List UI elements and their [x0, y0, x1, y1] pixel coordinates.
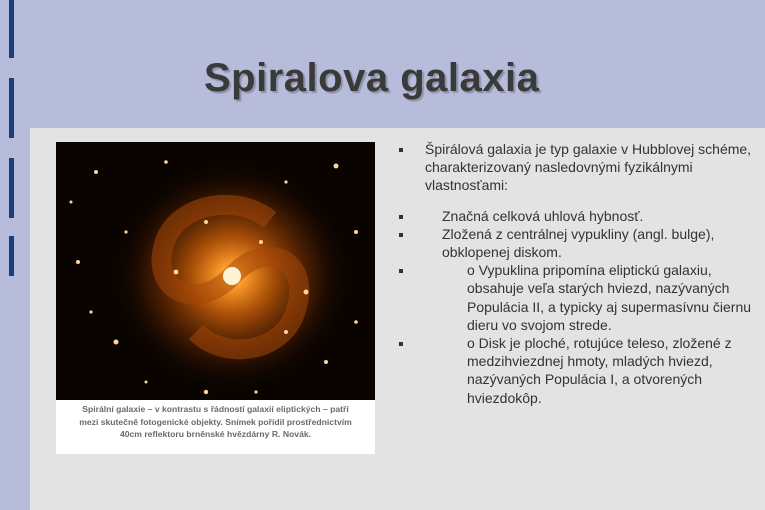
caption-line: 40cm reflektoru brněnské hvězdárny R. Novák. [119, 429, 312, 439]
photo-caption [56, 400, 375, 454]
decorative-bar [9, 158, 14, 218]
bullet-item: Zložená z centrálnej vypukliny (angl. bulge), obklopenej diskom. [395, 225, 765, 261]
bullet-list [395, 140, 765, 407]
decorative-bar [9, 78, 14, 138]
bullet-item: Špirálová galaxia je typ galaxie v Hubblovej schéme, charakterizovaný nasledovnými fyzikálnymi vlastnosťami: [395, 140, 765, 195]
bullet-item: Značná celková uhlová hybnosť. [395, 207, 765, 225]
caption-line: Spirální galaxie – v kontrastu s řádností galaxií eliptických – patří [82, 404, 349, 414]
caption-line: mezi skutečně fotogenické objekty. Snímek pořídil prostřednictvím [79, 416, 352, 427]
bullet-item: o Disk je ploché, rotujúce teleso, zložené z medzihviezdnej hmoty, mladých hviezd, nazývaných Populácia I, a otvorených hviezdokôp. [395, 334, 765, 407]
decorative-bar [9, 236, 14, 276]
bullet-item: o Vypuklina pripomína eliptickú galaxiu, obsahuje veľa starých hviezd, nazývaných Populácia II, a typicky aj supermasívnu čiernu dieru vo svojom strede. [395, 261, 765, 334]
slide-title: Spiralova galaxia [204, 56, 540, 100]
slide-content [30, 128, 765, 510]
decorative-bar [9, 0, 14, 58]
